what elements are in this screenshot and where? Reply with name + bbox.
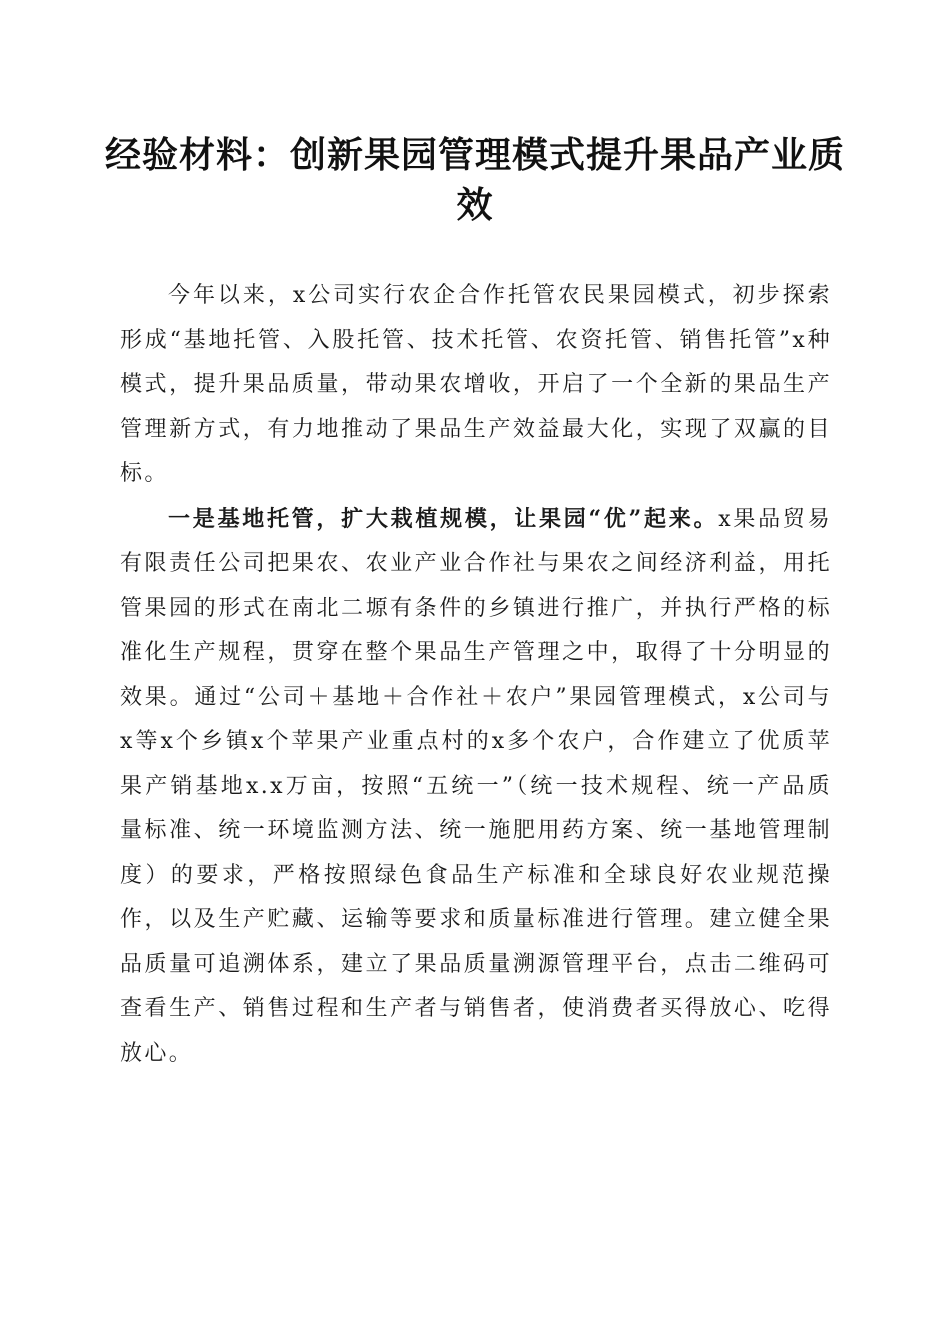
paragraph-intro <box>120 274 832 497</box>
paragraph-base-custody <box>120 497 832 1077</box>
paragraph-intro-text: 今年以来，x公司实行农企合作托管农民果园模式，初步探索形成“基地托管、入股托管、技术托管、农资托管、销售托管”x种模式，提升果品质量，带动果农增收，开启了一个全新的果品生产管理新方式，有力地推动了果品生产效益最大化，实现了双赢的目标。 <box>120 283 832 486</box>
document-title: 经验材料：创新果园管理模式提升果品产业质效 <box>104 134 845 226</box>
document-body <box>120 274 832 1076</box>
paragraph-base-custody-heading: 一是基地托管，扩大栽植规模，让果园“优”起来。 <box>168 505 719 532</box>
paragraph-base-custody-text: x果品贸易有限责任公司把果农、农业产业合作社与果农之间经济利益，用托管果园的形式在南北二塬有条件的乡镇进行推广，并执行严格的标准化生产规程，贯穿在整个果品生产管理之中，取得了十分明显的效果。通过“公司＋基地＋合作社＋农户”果园管理模式，x公司与x等x个乡镇x个苹果产业重点村的x多个农户，合作建立了优质苹果产销基地x.x万亩，按照“五统一”（统一技术规程、统一产品质量标准、统一环境监测方法、统一施肥用药方案、统一基地管理制度）的要求，严格按照绿色食品生产标准和全球良好农业规范操作，以及生产贮藏、运输等要求和质量标准进行管理。建立健全果品质量可追溯体系，建立了果品质量溯源管理平台，点击二维码可查看生产、销售过程和生产者与销售者，使消费者买得放心、吃得放心。 <box>120 506 832 1066</box>
